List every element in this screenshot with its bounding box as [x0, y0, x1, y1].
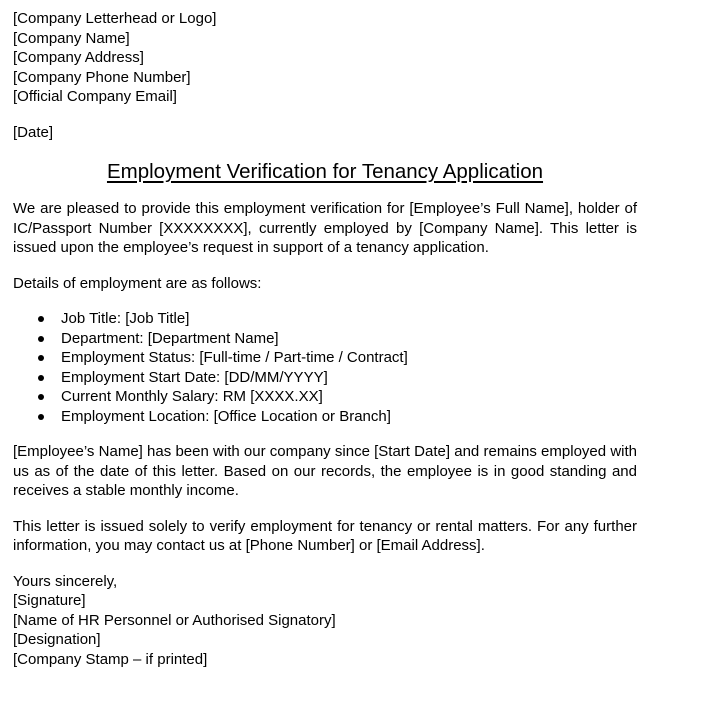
signatory-designation: [Designation]	[13, 631, 101, 648]
closing-block	[13, 572, 637, 670]
letter-document	[13, 9, 637, 669]
list-item	[13, 348, 637, 368]
company-address: [Company Address]	[13, 49, 144, 66]
company-logo-placeholder: [Company Letterhead or Logo]	[13, 10, 217, 27]
company-phone: [Company Phone Number]	[13, 68, 191, 86]
bullet-icon	[38, 375, 44, 381]
signature-placeholder: [Signature]	[13, 592, 86, 609]
intro-paragraph: We are pleased to provide this employment verification for [Employee’s Full Name], holder of IC/Passport Number [XXXXXXXX], currently employed by [Company Name]. This letter is issued upon the employee’s request in support of a tenancy application.	[13, 200, 637, 256]
list-item	[13, 309, 637, 329]
detail-job-title: Job Title: [Job Title]	[61, 310, 190, 327]
bullet-icon	[38, 414, 44, 420]
bullet-icon	[38, 316, 44, 322]
details-heading: Details of employment are as follows:	[13, 274, 262, 292]
employment-details-list	[13, 309, 637, 426]
bullet-icon	[38, 336, 44, 342]
purpose-paragraph: This letter is issued solely to verify employment for tenancy or rental matters. For any further information, you may contact us at [Phone Number] or [Email Address].	[13, 517, 637, 554]
letter-date: [Date]	[13, 123, 54, 141]
letterhead-block	[13, 9, 637, 107]
company-stamp-placeholder: [Company Stamp – if printed]	[13, 650, 208, 668]
spacer	[13, 107, 637, 123]
closing-salutation: Yours sincerely,	[13, 572, 118, 590]
standing-paragraph: [Employee’s Name] has been with our company since [Start Date] and remains employed with us as of the date of this letter. Based on our records, the employee is in good standing and receives a stable monthly income.	[13, 443, 637, 499]
detail-employment-status: Employment Status: [Full-time / Part-time / Contract]	[61, 349, 408, 366]
detail-start-date: Employment Start Date: [DD/MM/YYYY]	[61, 368, 328, 386]
list-item	[13, 368, 637, 388]
detail-department: Department: [Department Name]	[61, 329, 279, 347]
list-item	[13, 407, 637, 427]
list-item	[13, 387, 637, 407]
spacer	[13, 258, 637, 274]
signatory-name: [Name of HR Personnel or Authorised Signatory]	[13, 611, 336, 629]
company-name: [Company Name]	[13, 29, 130, 47]
spacer	[13, 501, 637, 517]
spacer	[13, 293, 637, 309]
spacer	[13, 556, 637, 572]
bullet-icon	[38, 394, 44, 400]
list-item	[13, 329, 637, 349]
company-email: [Official Company Email]	[13, 88, 177, 105]
letter-title: Employment Verification for Tenancy Application	[106, 160, 544, 183]
detail-location: Employment Location: [Office Location or Branch]	[61, 407, 391, 425]
spacer	[13, 426, 637, 442]
detail-monthly-salary: Current Monthly Salary: RM [XXXX.XX]	[61, 388, 323, 405]
bullet-icon	[38, 355, 44, 361]
